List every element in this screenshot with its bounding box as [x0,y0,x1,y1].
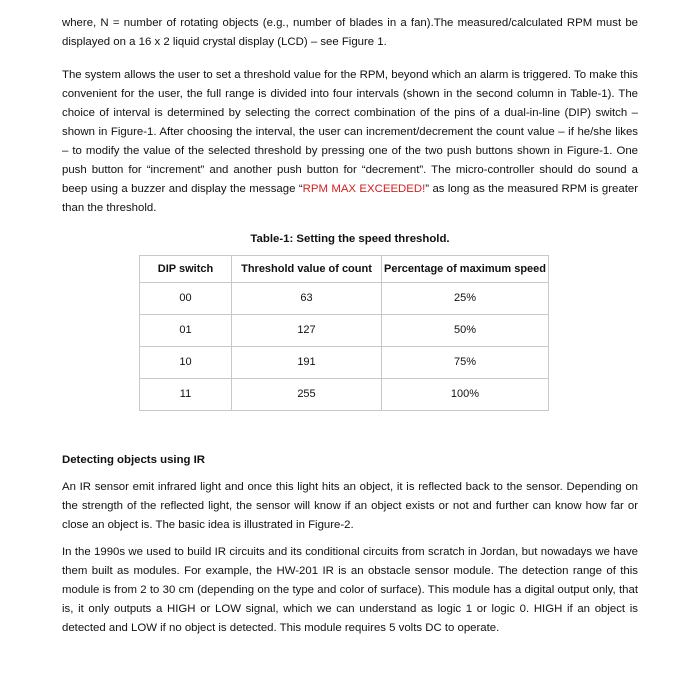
table-row [140,379,549,411]
cell-percentage: 50% [382,315,549,347]
cell-dip-switch: 10 [140,347,232,379]
cell-threshold-count: 63 [232,283,382,315]
paragraph-ir-sensor: An IR sensor emit infrared light and once this light hits an object, it is reflected back to the sensor. Depending on the strength of the reflected light, the sensor will know if an object exists or not and further can know how far or close an object is. The basic idea is illustrated in Figure-2. [62,481,638,531]
cell-threshold-count: 191 [232,347,382,379]
table-caption: Table-1: Setting the speed threshold. [250,233,450,245]
document-page [62,14,638,638]
paragraph-rpm-display: where, N = number of rotating objects (e.g., number of blades in a fan).The measured/calculated RPM must be displayed on a 16 x 2 liquid crystal display (LCD) – see Figure 1. [62,17,638,48]
cell-percentage: 75% [382,347,549,379]
table-row [140,347,549,379]
paragraph-threshold-description [62,66,638,218]
speed-threshold-table [139,255,549,411]
alarm-message-text: RPM MAX EXCEEDED! [302,183,426,195]
header-percentage-speed: Percentage of maximum speed [382,256,549,283]
table-row [140,283,549,315]
table-header-row [140,256,549,283]
section-heading: Detecting objects using IR [62,454,206,466]
cell-dip-switch: 00 [140,283,232,315]
table-row [140,315,549,347]
cell-threshold-count: 255 [232,379,382,411]
header-dip-switch: DIP switch [140,256,232,283]
cell-dip-switch: 11 [140,379,232,411]
paragraph-ir-module: In the 1990s we used to build IR circuits and its conditional circuits from scratch in Jordan, but nowadays we have them built as modules. For example, the HW-201 IR is an obstacle sensor module. The detection range of this module is from 2 to 30 cm (depending on the type and color of surface). This module has a digital output only, that is, it only outputs a HIGH or LOW signal, which we can understand as logic 1 or logic 0. HIGH if an object is detected and LOW if no object is detected. This module requires 5 volts DC to operate. [62,546,638,634]
cell-threshold-count: 127 [232,315,382,347]
cell-dip-switch: 01 [140,315,232,347]
cell-percentage: 25% [382,283,549,315]
header-threshold-count: Threshold value of count [232,256,382,283]
paragraph-threshold-text: The system allows the user to set a threshold value for the RPM, beyond which an alarm is triggered. To make this convenient for the user, the full range is divided into four intervals (shown in the second column in Table-1). The choice of interval is determined by selecting the correct combination of the pins of a dual-in-line (DIP) switch – shown in Figure-1. After choosing the interval, the user can increment/decrement the count value – if he/she likes – to modify the value of the selected threshold by pressing one of the two push buttons shown in Figure-1. One push button for “increment” and another push button for “decrement”. The micro-controller should do sound a beep using a buzzer and display the message “ [62,69,638,195]
cell-percentage: 100% [382,379,549,411]
paragraph-threshold-text-end: ” as long as the measured RPM is greater than the threshold. [62,183,638,214]
